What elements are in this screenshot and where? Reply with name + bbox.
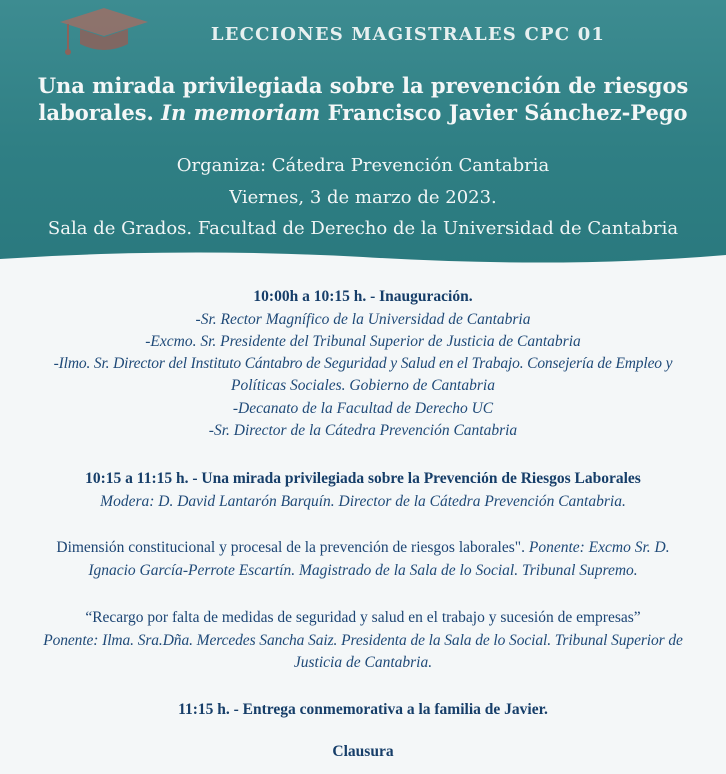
organizer: Organiza: Cátedra Prevención Cantabria — [176, 155, 550, 176]
talk-2-speaker-cont: Justicia de Cantabria. — [293, 654, 433, 671]
event-venue: Sala de Grados. Facultad de Derecho de la Universidad de Cantabria — [47, 218, 679, 239]
list-item: -Sr. Director de la Cátedra Prevención Cantabria — [208, 422, 518, 439]
talk-2-speaker: Ponente: Ilma. Sra.Dña. Mercedes Sancha Saiz. Presidenta de la Sala de lo Social. Tribunal Superior de — [43, 632, 683, 649]
closing: Clausura — [332, 743, 394, 760]
list-item: -Excmo. Sr. Presidente del Tribunal Superior de Justicia de Cantabria — [145, 333, 581, 350]
list-item: -Decanato de la Facultad de Derecho UC — [232, 400, 494, 417]
session-entrega-heading: 11:15 h. - Entrega conmemorativa a la familia de Javier. — [178, 701, 548, 718]
session-moderator: Modera: D. David Lantarón Barquín. Director de la Cátedra Prevención Cantabria. — [100, 493, 626, 510]
talk-1-speaker-a: Ponente: Excmo Sr. D. — [528, 539, 670, 556]
talk-2-title: “Recargo por falta de medidas de seguridad y salud en el trabajo y sucesión de empresas” — [85, 609, 641, 626]
event-title-laborales: laborales. — [38, 100, 154, 125]
header-banner — [0, 0, 726, 272]
session-mirada-heading: 10:15 a 11:15 h. - Una mirada privilegiada sobre la Prevención de Riesgos Laborales — [85, 470, 641, 487]
session-inauguracion-heading: 10:00h a 10:15 h. - Inauguración. — [253, 288, 473, 305]
talk-1-title: Dimensión constitucional y procesal de la prevención de riesgos laborales". — [56, 539, 525, 556]
talk-1-speaker: Ignacio García-Perrote Escartín. Magistrado de la Sala de lo Social. Tribunal Supremo. — [88, 562, 638, 579]
header-wave — [0, 251, 726, 273]
event-date: Viernes, 3 de marzo de 2023. — [229, 187, 497, 208]
event-title-line-2 — [0, 99, 726, 126]
event-title — [0, 72, 726, 126]
list-item: -Ilmo. Sr. Director del Instituto Cántabro de Seguridad y Salud en el Trabajo. Consejería de Empleo y — [53, 355, 673, 372]
list-item: -Sr. Rector Magnífico de la Universidad de Cantabria — [195, 311, 531, 328]
event-title-honoree: Francisco Javier Sánchez-Pego — [327, 100, 688, 125]
event-title-in-memoriam: In memoriam — [161, 100, 321, 125]
talk-1-line-1 — [0, 539, 726, 557]
series-title: LECCIONES MAGISTRALES CPC 01 — [210, 24, 606, 45]
event-title-line-1: Una mirada privilegiada sobre la prevención de riesgos — [37, 73, 689, 98]
list-item: Políticas Sociales. Gobierno de Cantabria — [231, 377, 495, 394]
